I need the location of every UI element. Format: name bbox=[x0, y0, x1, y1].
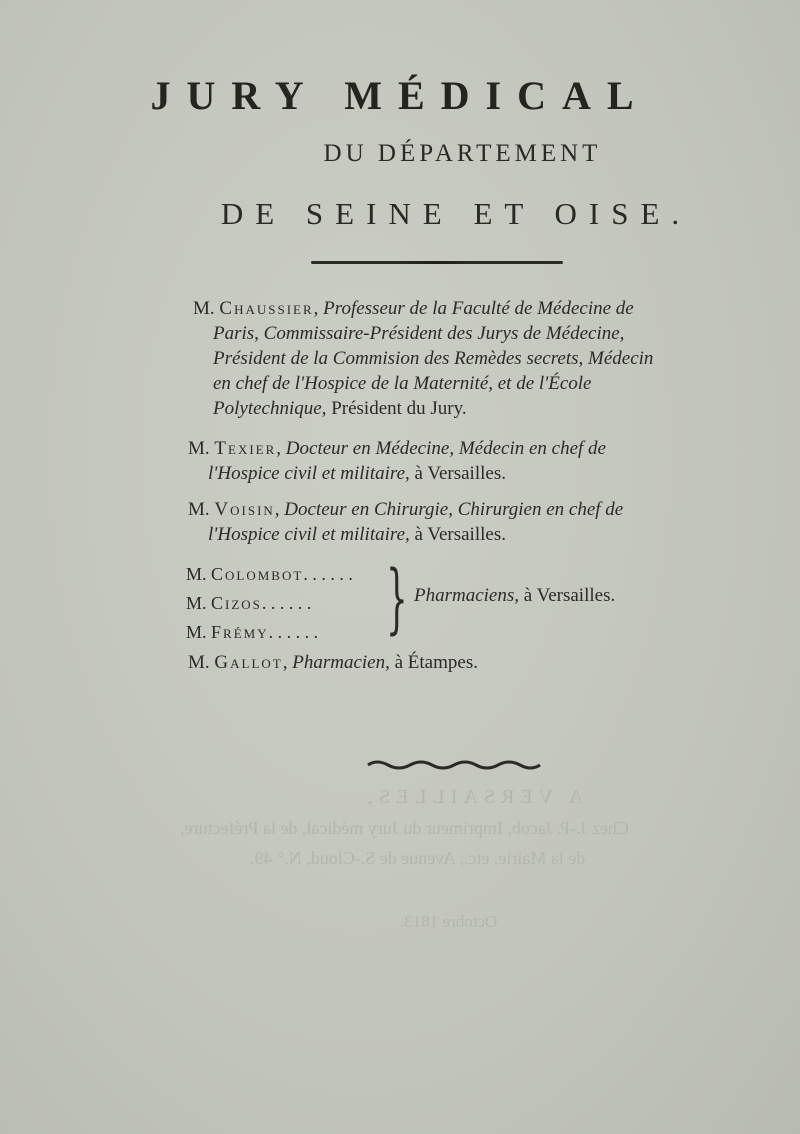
member-title-line: Président de la Commision des Remèdes secrets, Médecin bbox=[213, 348, 654, 369]
member-place: à Versailles. bbox=[414, 524, 506, 545]
member-voisin: M. Voisin, Docteur en Chirurgie, Chirurgien en chef de l'Hospice civil et militaire, à Versailles. bbox=[188, 499, 624, 545]
pharmacists-label: Pharmaciens, à Versailles. bbox=[414, 585, 616, 606]
member-prefix: M. bbox=[188, 652, 210, 673]
member-name: Gallot bbox=[214, 652, 283, 673]
document-subtitle: DU DÉPARTEMENT bbox=[323, 140, 602, 167]
department-name: DE SEINE ET OISE. bbox=[220, 196, 692, 231]
member-gallot: M. Gallot, Pharmacien, à Étampes. bbox=[188, 652, 478, 673]
brace-icon: } bbox=[386, 553, 408, 642]
document-title: JURY MÉDICAL bbox=[150, 73, 650, 118]
member-title-line: l'Hospice civil et militaire, bbox=[208, 463, 410, 484]
member-prefix: M. bbox=[188, 499, 210, 520]
member-name: Frémy bbox=[211, 622, 269, 642]
title-rule bbox=[311, 261, 563, 264]
member-place: à Versailles. bbox=[414, 463, 506, 484]
member-name: Cizos bbox=[211, 593, 262, 613]
member-title-line: Polytechnique, bbox=[213, 398, 327, 419]
member-name: Colombot bbox=[211, 564, 304, 584]
imprint-city: A VERSAILLES, bbox=[362, 786, 583, 808]
member-title-line: en chef de l'Hospice de la Maternité, et de l'École bbox=[213, 373, 592, 394]
member-place: à Étampes. bbox=[394, 652, 478, 673]
member-prefix: M. bbox=[188, 438, 210, 459]
wavy-rule-icon bbox=[366, 758, 542, 772]
member-name: Chaussier bbox=[219, 298, 314, 319]
member-name: Voisin bbox=[214, 499, 275, 520]
pharmacists-list bbox=[186, 560, 353, 647]
list-item: M. Colombot. . . . . . bbox=[186, 564, 353, 584]
member-title: Professeur de la Faculté de Médecine de bbox=[323, 298, 634, 319]
member-role: Président du Jury. bbox=[331, 398, 467, 419]
member-prefix: M. bbox=[193, 298, 215, 319]
member-title-line: l'Hospice civil et militaire, bbox=[208, 524, 410, 545]
imprint-printer: Chez J.-P. Jacob, Imprimeur du Jury médical, de la Préfecture, bbox=[180, 818, 629, 838]
member-role: Pharmacien, bbox=[292, 652, 390, 673]
imprint-date: Octobre 1813. bbox=[400, 912, 498, 931]
member-name: Texier bbox=[214, 438, 277, 459]
member-chaussier: M. Chaussier, Professeur de la Faculté de Médecine de Paris, Commissaire-Président des Jurys de Médecine, Président de la Commision des Remèdes secrets, Médecin en chef de l'Hospice de la Maternité, et de l'École Polytechnique, Président du Jury. bbox=[193, 298, 654, 419]
member-title: Docteur en Médecine, Médecin en chef de bbox=[285, 438, 606, 459]
list-item: M. Frémy. . . . . . bbox=[186, 622, 319, 642]
member-title: Docteur en Chirurgie, Chirurgien en chef de bbox=[284, 499, 624, 520]
list-item: M. Cizos. . . . . . bbox=[186, 593, 312, 613]
member-title-line: Paris, Commissaire-Président des Jurys de Médecine, bbox=[213, 323, 625, 344]
member-texier: M. Texier, Docteur en Médecine, Médecin en chef de l'Hospice civil et militaire, à Versailles. bbox=[188, 438, 606, 484]
imprint-address: de la Mairie, etc., Avenue de S.-Cloud, N.° 49. bbox=[250, 848, 586, 868]
